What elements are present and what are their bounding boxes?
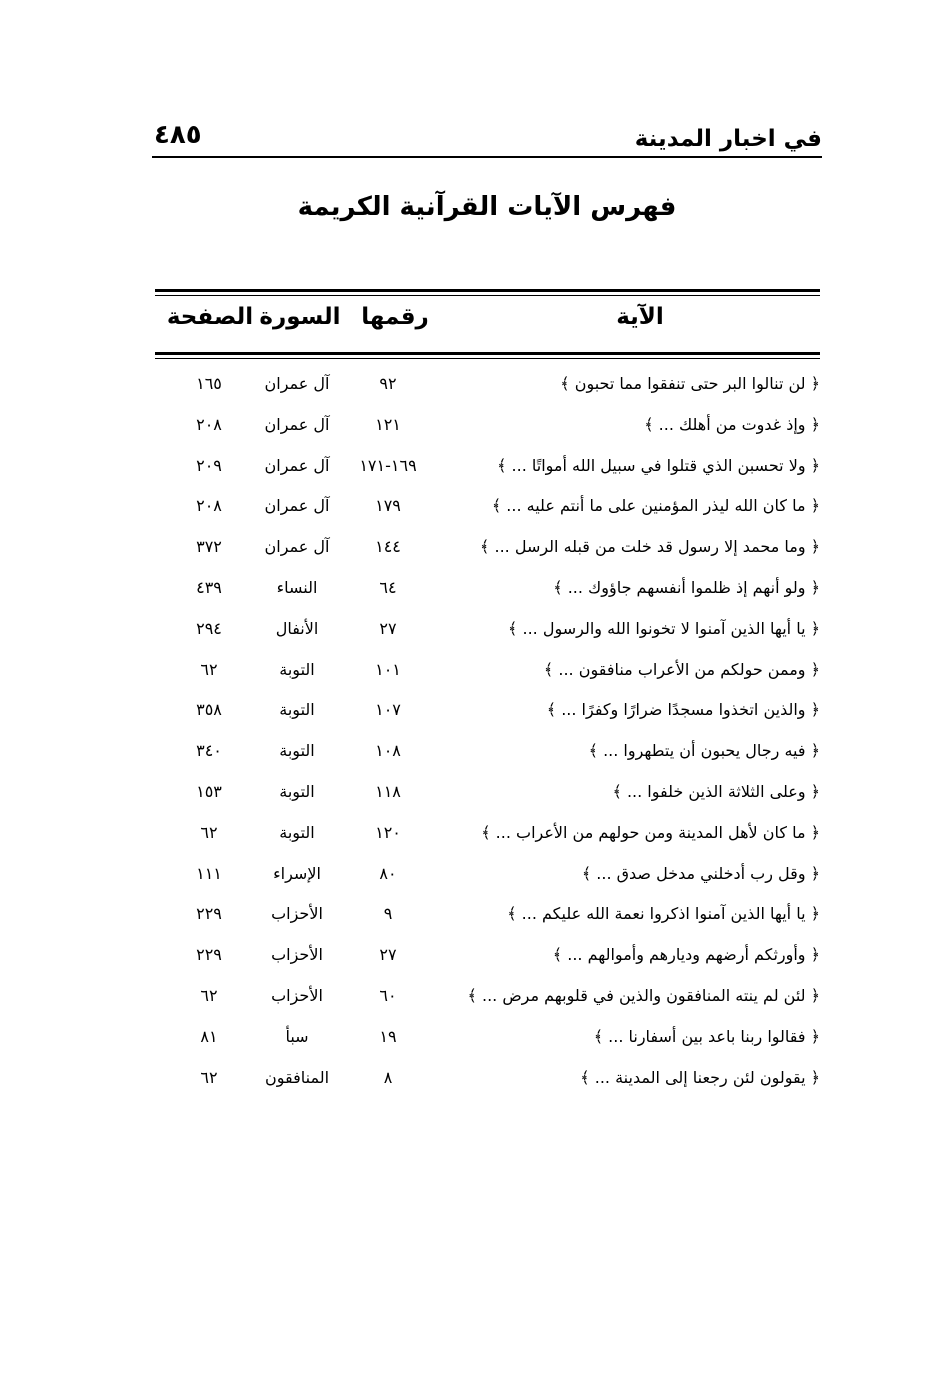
verse-cell: ﴿ لن تنالوا البر حتى تنفقوا مما تحبون ﴾ bbox=[560, 374, 820, 393]
surah-cell: المنافقون bbox=[264, 1067, 330, 1087]
surah-cell: الأنفال bbox=[275, 618, 319, 638]
table-row bbox=[155, 1060, 820, 1101]
verse-cell: ﴿ وممن حولكم من الأعراب منافقون ... ﴾ bbox=[543, 659, 820, 679]
surah-cell: التوبة bbox=[279, 741, 315, 761]
verse-number-cell: ١٠٨ bbox=[375, 741, 401, 761]
table-row bbox=[155, 407, 820, 448]
verse-number-cell: ٦٤ bbox=[379, 577, 397, 597]
page-cell: ٢٢٩ bbox=[196, 904, 222, 924]
table-rule-bottom bbox=[155, 352, 820, 355]
surah-cell: آل عمران bbox=[264, 374, 330, 393]
table-row bbox=[155, 815, 820, 856]
table-row bbox=[155, 448, 820, 489]
verse-cell: ﴿ يا أيها الذين آمنوا اذكروا نعمة الله عليكم ... ﴾ bbox=[507, 904, 820, 924]
verse-cell: ﴿ يا أيها الذين آمنوا لا تخونوا الله والرسول ... ﴾ bbox=[508, 618, 820, 638]
surah-cell: آل عمران bbox=[264, 455, 330, 475]
page-cell: ٢٠٨ bbox=[196, 496, 222, 516]
table-row bbox=[155, 692, 820, 733]
table-row bbox=[155, 366, 820, 407]
surah-cell: التوبة bbox=[279, 700, 315, 720]
table-row bbox=[155, 937, 820, 978]
verse-number-cell: ٢٧ bbox=[379, 618, 397, 638]
verse-number-cell: ٩ bbox=[383, 904, 393, 924]
page-cell: ٦٢ bbox=[200, 985, 218, 1005]
running-title: في اخبار المدينة bbox=[634, 126, 822, 152]
verse-cell: ﴿ يقولون لئن رجعنا إلى المدينة ... ﴾ bbox=[580, 1067, 820, 1087]
column-header-surah: السورة bbox=[259, 304, 341, 330]
page-number: ٤٨٥ bbox=[154, 120, 202, 150]
surah-cell: آل عمران bbox=[264, 537, 330, 557]
verse-cell: ﴿ وما محمد إلا رسول قد خلت من قبله الرسل ... ﴾ bbox=[480, 537, 820, 557]
surah-cell: النساء bbox=[276, 577, 318, 597]
table-rule-top bbox=[155, 289, 820, 292]
table-row bbox=[155, 529, 820, 570]
verse-number-cell: ١١٨ bbox=[375, 781, 401, 801]
table-row bbox=[155, 1019, 820, 1060]
verse-cell: ﴿ وإذ غدوت من أهلك ... ﴾ bbox=[644, 414, 820, 434]
page-cell: ٦٢ bbox=[200, 822, 218, 842]
table-row bbox=[155, 488, 820, 529]
surah-cell: الإسراء bbox=[273, 863, 321, 883]
index-title: فهرس الآيات القرآنية الكريمة bbox=[297, 192, 677, 222]
surah-cell: التوبة bbox=[279, 822, 315, 842]
table-row bbox=[155, 611, 820, 652]
table-row bbox=[155, 896, 820, 937]
surah-cell: الأحزاب bbox=[271, 904, 323, 924]
verse-index-table bbox=[155, 366, 820, 1100]
surah-cell: التوبة bbox=[279, 659, 315, 679]
verse-cell: ﴿ لئن لم ينته المنافقون والذين في قلوبهم مرض ... ﴾ bbox=[467, 985, 820, 1005]
table-row bbox=[155, 774, 820, 815]
verse-cell: ﴿ ما كان لأهل المدينة ومن حولهم من الأعراب ... ﴾ bbox=[481, 822, 820, 842]
verse-cell: ﴿ ولا تحسبن الذي قتلوا في سبيل الله أمواتًا ... ﴾ bbox=[497, 455, 820, 475]
verse-number-cell: ١٢٠ bbox=[375, 822, 401, 842]
verse-cell: ﴿ ما كان الله ليذر المؤمنين على ما أنتم عليه ... ﴾ bbox=[491, 496, 820, 516]
page-cell: ٢٠٩ bbox=[196, 455, 222, 475]
verse-cell: ﴿ فيه رجال يحبون أن يتطهروا ... ﴾ bbox=[588, 741, 820, 761]
surah-cell: آل عمران bbox=[264, 414, 330, 434]
page-cell: ٣٥٨ bbox=[196, 700, 222, 720]
surah-cell: سبأ bbox=[285, 1026, 309, 1046]
verse-number-cell: ٩٢ bbox=[379, 374, 397, 393]
verse-number-cell: ١٩ bbox=[379, 1026, 397, 1046]
verse-number-cell: ١٠٧ bbox=[375, 700, 401, 720]
verse-number-cell: ١٤٤ bbox=[375, 537, 401, 557]
page-cell: ٣٧٢ bbox=[196, 537, 222, 557]
header-rule bbox=[152, 156, 822, 158]
verse-number-cell: ١٠١ bbox=[375, 659, 401, 679]
column-header-page: الصفحة bbox=[166, 304, 254, 330]
verse-cell: ﴿ فقالوا ربنا باعد بين أسفارنا ... ﴾ bbox=[593, 1026, 820, 1046]
verse-cell: ﴿ وقل رب أدخلني مدخل صدق ... ﴾ bbox=[581, 863, 820, 883]
verse-number-cell: ٢٧ bbox=[379, 945, 397, 965]
running-header bbox=[152, 118, 822, 158]
verse-number-cell: ١٧٩ bbox=[375, 496, 401, 516]
table-row bbox=[155, 856, 820, 897]
verse-cell: ﴿ والذين اتخذوا مسجدًا ضرارًا وكفرًا ... ﴾ bbox=[546, 700, 820, 720]
table-rule-bottom-thin bbox=[155, 358, 820, 359]
page-cell: ١١١ bbox=[196, 863, 222, 883]
page-cell: ١٥٣ bbox=[196, 781, 222, 801]
verse-number-cell: ١٦٩-١٧١ bbox=[359, 455, 417, 475]
table-row bbox=[155, 733, 820, 774]
verse-number-cell: ٨٠ bbox=[379, 863, 397, 883]
table-row bbox=[155, 978, 820, 1019]
verse-cell: ﴿ وأورثكم أرضهم وديارهم وأموالهم ... ﴾ bbox=[552, 945, 820, 965]
page-cell: ٤٣٩ bbox=[196, 577, 222, 597]
page-cell: ٨١ bbox=[200, 1026, 218, 1046]
surah-cell: الأحزاب bbox=[271, 985, 323, 1005]
table-rule-top-thin bbox=[155, 295, 820, 296]
page-cell: ٣٤٠ bbox=[196, 741, 222, 761]
verse-number-cell: ٦٠ bbox=[379, 985, 397, 1005]
verse-number-cell: ٨ bbox=[383, 1067, 393, 1087]
page-cell: ٦٢ bbox=[200, 1067, 218, 1087]
page-cell: ٢٢٩ bbox=[196, 945, 222, 965]
table-row bbox=[155, 652, 820, 693]
surah-cell: آل عمران bbox=[264, 496, 330, 516]
verse-cell: ﴿ وعلى الثلاثة الذين خلفوا ... ﴾ bbox=[612, 781, 820, 801]
page-cell: ٢٩٤ bbox=[196, 618, 222, 638]
column-header-verse: الآية bbox=[616, 304, 664, 330]
page-cell: ٦٢ bbox=[200, 659, 218, 679]
page-cell: ١٦٥ bbox=[196, 374, 222, 393]
verse-number-cell: ١٢١ bbox=[375, 414, 401, 434]
surah-cell: الأحزاب bbox=[271, 945, 323, 965]
column-header-number: رقمها bbox=[361, 304, 429, 330]
verse-cell: ﴿ ولو أنهم إذ ظلموا أنفسهم جاؤوك ... ﴾ bbox=[553, 577, 820, 597]
surah-cell: التوبة bbox=[279, 781, 315, 801]
page-cell: ٢٠٨ bbox=[196, 414, 222, 434]
table-row bbox=[155, 570, 820, 611]
